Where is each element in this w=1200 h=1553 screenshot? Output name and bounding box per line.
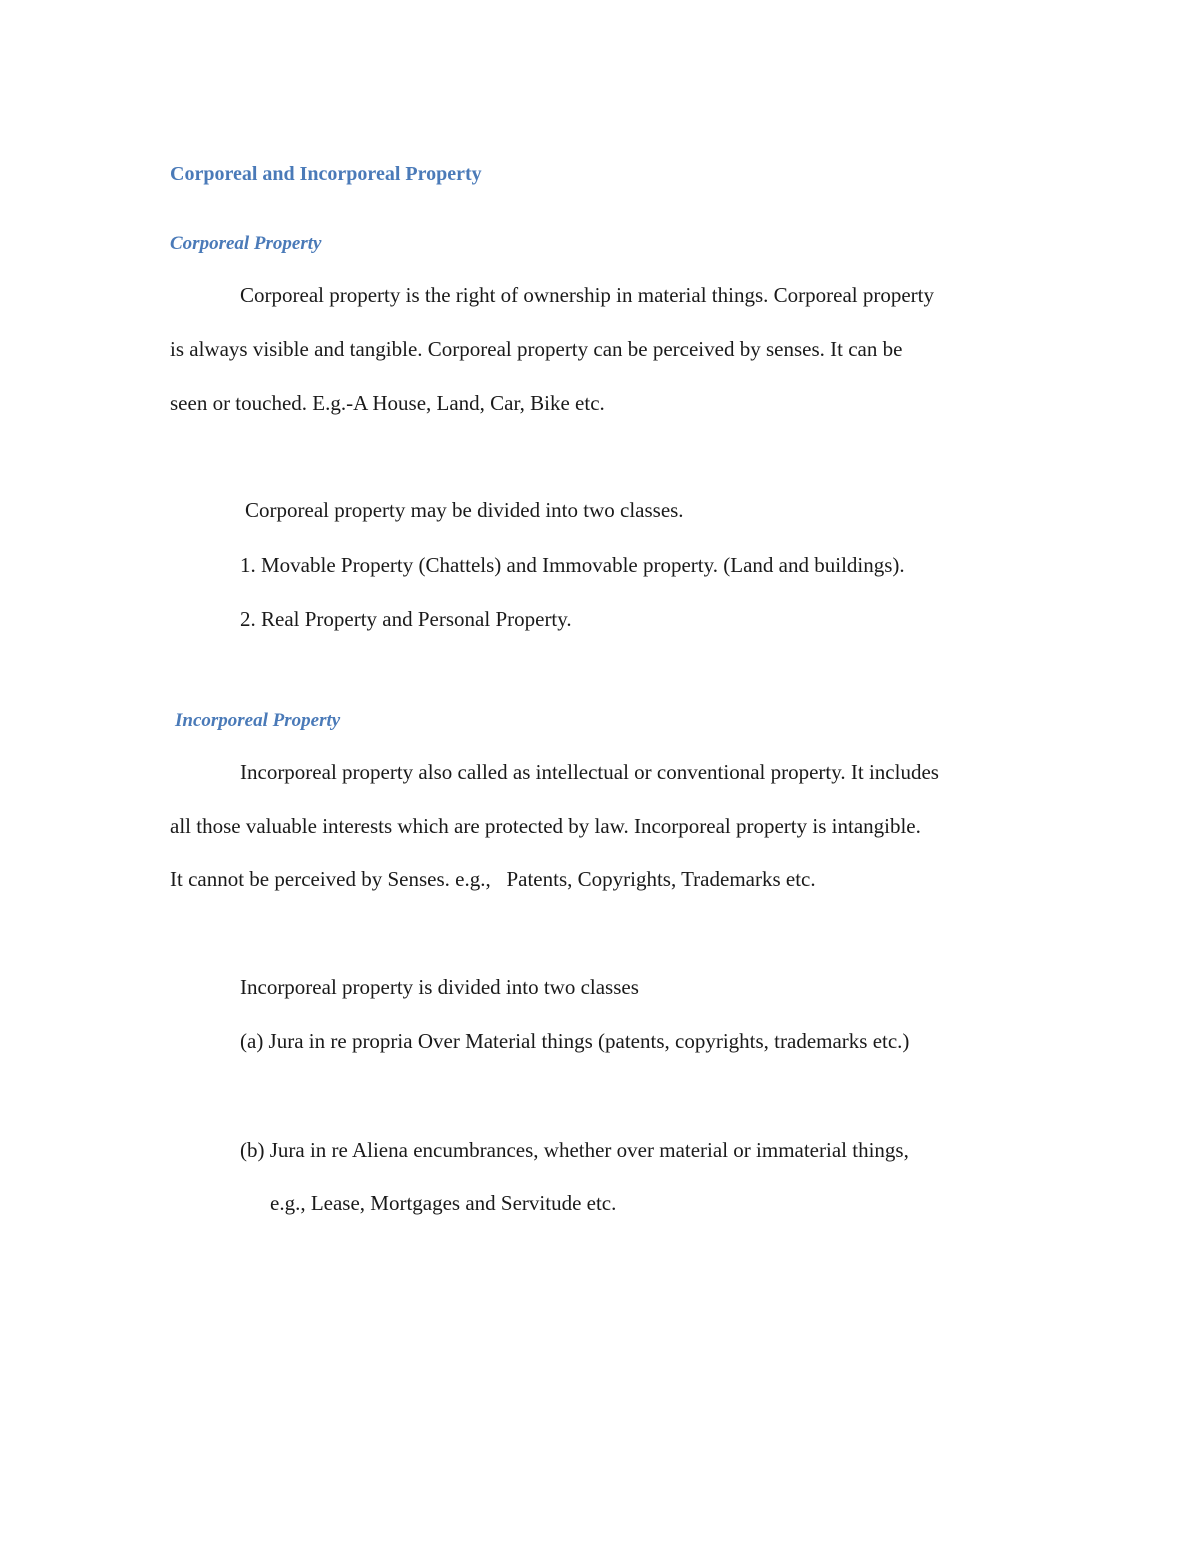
classes-intro: Incorporeal property is divided into two classes	[240, 975, 639, 999]
class-item: 2. Real Property and Personal Property.	[240, 607, 572, 631]
section-heading-corporeal: Corporeal Property	[170, 233, 322, 254]
paragraph-line: is always visible and tangible. Corporeal property can be perceived by senses. It can be	[170, 337, 903, 361]
paragraph-line: all those valuable interests which are protected by law. Incorporeal property is intangible.	[170, 814, 921, 838]
class-item: (b) Jura in re Aliena encumbrances, whether over material or immaterial things,	[240, 1138, 909, 1162]
classes-intro: Corporeal property may be divided into two classes.	[245, 498, 684, 522]
class-item: (a) Jura in re propria Over Material things (patents, copyrights, trademarks etc.)	[240, 1029, 910, 1053]
document-title: Corporeal and Incorporeal Property	[170, 163, 482, 185]
class-item: 1. Movable Property (Chattels) and Immovable property. (Land and buildings).	[240, 553, 905, 577]
paragraph-line: seen or touched. E.g.-A House, Land, Car, Bike etc.	[170, 391, 605, 415]
paragraph-line: It cannot be perceived by Senses. e.g., Patents, Copyrights, Trademarks etc.	[170, 867, 816, 891]
class-item-continuation: e.g., Lease, Mortgages and Servitude etc.	[270, 1191, 617, 1215]
paragraph-line: Incorporeal property also called as intellectual or conventional property. It includes	[240, 760, 939, 784]
paragraph-line: Corporeal property is the right of ownership in material things. Corporeal property	[240, 283, 934, 307]
section-heading-incorporeal: Incorporeal Property	[175, 710, 341, 731]
